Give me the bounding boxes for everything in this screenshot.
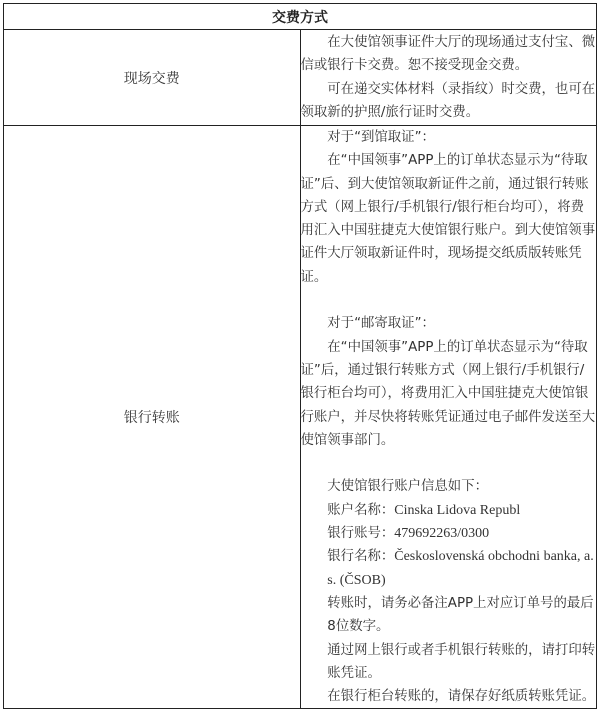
transfer-note-1: 转账时，请务必备注APP上对应订单号的最后8位数字。 bbox=[327, 595, 594, 635]
bank-name-value: Československá obchodni banka, a. s. (ČSOB) bbox=[327, 549, 594, 588]
bank-name-label: 银行名称： bbox=[327, 549, 395, 565]
account-number-label: 银行账号： bbox=[327, 526, 395, 542]
account-info-intro: 大使馆银行账户信息如下： bbox=[327, 479, 488, 495]
arrival-pickup-title: 对于“到馆取证”： bbox=[327, 130, 435, 145]
spacer bbox=[301, 452, 597, 475]
row-label-bank-transfer: 银行转账 bbox=[4, 126, 301, 709]
account-name-value: Cinska Lidova Republ bbox=[394, 502, 521, 518]
onsite-payment-details bbox=[300, 30, 597, 126]
table-header-row bbox=[4, 4, 597, 30]
transfer-note-3: 在银行柜台转账的，请保存好纸质转账凭证。 bbox=[327, 689, 596, 705]
transfer-note-2: 通过网上银行或者手机银行转账的，请打印转账凭证。 bbox=[327, 642, 596, 681]
payment-methods-table bbox=[3, 3, 597, 709]
account-name-label: 账户名称： bbox=[327, 502, 395, 518]
account-number-line bbox=[301, 522, 597, 545]
spacer bbox=[301, 289, 597, 312]
onsite-paragraph-2: 可在递交实体材料（录指纹）时交费，也可在领取新的护照/旅行证时交费。 bbox=[300, 81, 596, 120]
table-title: 交费方式 bbox=[4, 4, 597, 30]
table-row-bank-transfer bbox=[4, 126, 597, 709]
mail-pickup-body: 在“中国领事”APP上的订单状态显示为“待取证”后，通过银行转账方式（网上银行/手机银行/银行柜台均可），将费用汇入中国驻捷克大使馆银行账户，并尽快将转账凭证通过电子邮件发送至大使馆领事部门。 bbox=[300, 339, 596, 448]
row-label-onsite-payment: 现场交费 bbox=[4, 30, 301, 126]
arrival-pickup-body: 在“中国领事”APP上的订单状态显示为“待取证”后、到大使馆领取新证件之前，通过银行转账方式（网上银行/手机银行/银行柜台均可），将费用汇入中国驻捷克大使馆银行账户。到大使馆领事证件大厅领取新证件时，现场提交纸质版转账凭证。 bbox=[300, 153, 596, 285]
table-row-onsite bbox=[4, 30, 597, 126]
bank-transfer-details bbox=[300, 126, 597, 709]
account-name-line bbox=[301, 499, 597, 522]
account-number-value: 479692263/0300 bbox=[394, 526, 490, 542]
onsite-paragraph-1: 在大使馆领事证件大厅的现场通过支付宝、微信或银行卡交费。恕不接受现金交费。 bbox=[300, 34, 596, 74]
mail-pickup-title: 对于“邮寄取证”： bbox=[327, 316, 435, 332]
bank-name-line bbox=[301, 545, 597, 592]
